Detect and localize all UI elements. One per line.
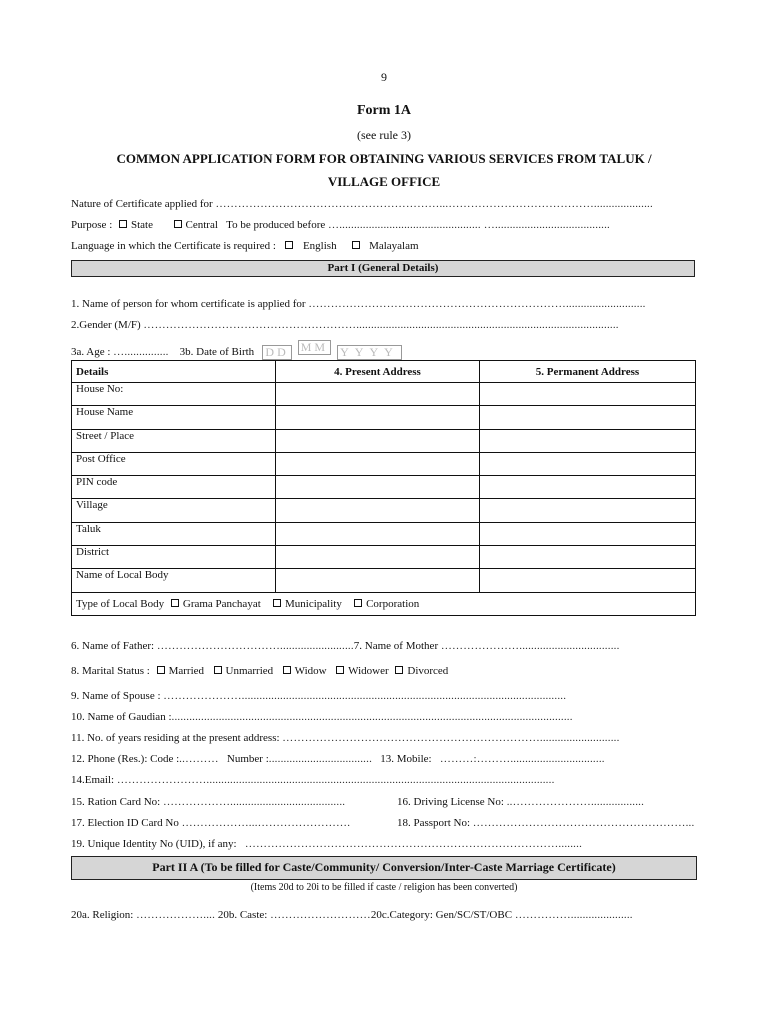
q11-years-field[interactable] <box>71 732 620 744</box>
produced-before-field[interactable]: …................................................ …....................................... <box>328 219 610 231</box>
local-body-cell <box>72 592 696 615</box>
part2a-note: (Items 20d to 20i to be filled if caste / religion has been converted) <box>250 882 518 893</box>
widower-checkbox[interactable] <box>336 666 344 674</box>
spouse-dots: ………………….............................................................................................................. <box>163 690 567 702</box>
state-checkbox[interactable] <box>119 220 127 228</box>
form-heading-line2: VILLAGE OFFICE <box>327 174 441 189</box>
grama-panchayat-label: Grama Panchayat <box>182 597 261 610</box>
age-field[interactable]: …............... <box>113 346 169 358</box>
table-row <box>72 406 696 429</box>
state-label: State <box>131 219 153 231</box>
q2-gender-field[interactable] <box>71 319 619 331</box>
permanent-address-cell[interactable] <box>480 406 696 429</box>
row-label: PIN code <box>72 476 276 499</box>
q2-dots: …………………………………………………......................................................................................... <box>143 319 619 331</box>
q9-spouse-field[interactable] <box>71 690 566 702</box>
table-row <box>72 546 696 569</box>
guardian-dots: ........................................................................................................................................ <box>171 711 573 723</box>
election-dots: ………………...……………………. <box>181 817 351 829</box>
corporation-label: Corporation <box>366 597 420 610</box>
purpose-row <box>71 219 610 231</box>
q15-ration-field[interactable] <box>71 796 345 808</box>
present-address-cell[interactable] <box>276 406 480 429</box>
present-address-cell[interactable] <box>276 569 480 592</box>
present-address-cell[interactable] <box>276 452 480 475</box>
phone-code-label: 12. Phone (Res.): Code : <box>71 753 180 765</box>
present-address-cell[interactable] <box>276 429 480 452</box>
english-checkbox[interactable] <box>285 241 293 249</box>
row-label: Taluk <box>72 522 276 545</box>
married-label: Married <box>168 665 205 677</box>
nature-of-certificate-field[interactable] <box>71 198 653 210</box>
local-body-label: Type of Local Body <box>76 597 165 610</box>
table-row <box>72 499 696 522</box>
email-dots: ……………………...................................................................................................................... <box>116 774 555 786</box>
mother-field[interactable]: ………………….................................. <box>440 640 620 652</box>
address-table-header <box>72 361 696 383</box>
dob-year-box[interactable]: YYYY <box>337 345 402 360</box>
ration-label: 15. Ration Card No: <box>71 796 161 808</box>
phone-number-field[interactable]: ................................... <box>268 753 373 765</box>
category-label: 20c.Category: Gen/SC/ST/OBC <box>370 909 513 921</box>
table-row <box>72 569 696 592</box>
mobile-label: 13. Mobile: <box>380 753 432 765</box>
table-row <box>72 429 696 452</box>
central-checkbox[interactable] <box>174 220 182 228</box>
permanent-address-header: 5. Permanent Address <box>480 361 696 383</box>
dob-day-box[interactable]: DD <box>262 345 291 360</box>
widow-label: Widow <box>294 665 327 677</box>
dob-label: 3b. Date of Birth <box>179 346 255 358</box>
q10-guardian-field[interactable] <box>71 711 573 723</box>
purpose-label: Purpose : <box>71 219 113 231</box>
table-row <box>72 522 696 545</box>
guardian-label: 10. Name of Gaudian : <box>71 711 172 723</box>
details-header: Details <box>72 361 276 383</box>
malayalam-checkbox[interactable] <box>352 241 360 249</box>
q14-email-field[interactable] <box>71 774 555 786</box>
election-label: 17. Election ID Card No <box>71 817 179 829</box>
phone-code-field[interactable]: ..……… <box>179 753 219 765</box>
english-label: English <box>302 240 337 252</box>
q6-q7-row <box>71 640 620 652</box>
present-address-cell[interactable] <box>276 499 480 522</box>
form-heading-line1: COMMON APPLICATION FORM FOR OBTAINING VARIOUS SERVICES FROM TALUK / <box>116 151 652 166</box>
rule-reference: (see rule 3) <box>357 128 411 142</box>
divorced-checkbox[interactable] <box>395 666 403 674</box>
form-title: Form 1A <box>356 103 412 118</box>
caste-label: 20b. Caste: <box>217 909 268 921</box>
passport-label: 18. Passport No: <box>397 817 471 829</box>
table-row <box>72 383 696 406</box>
permanent-address-cell[interactable] <box>480 383 696 406</box>
q19-uid-field[interactable] <box>71 838 582 850</box>
part1-header: Part I (General Details) <box>71 260 695 277</box>
age-label: 3a. Age : <box>71 346 111 358</box>
q1-name-field[interactable] <box>71 298 646 310</box>
q17-election-field[interactable] <box>71 817 350 829</box>
nature-label: Nature of Certificate applied for <box>71 198 213 210</box>
produced-before-label: To be produced before <box>226 219 326 231</box>
ration-dots: ………………....................................... <box>162 796 346 808</box>
present-address-cell[interactable] <box>276 383 480 406</box>
row-label: District <box>72 546 276 569</box>
years-dots: ……………………………………………………………........................... <box>282 732 620 744</box>
father-label: 6. Name of Father: <box>71 640 155 652</box>
unmarried-label: Unmarried <box>225 665 274 677</box>
divorced-label: Divorced <box>407 665 449 677</box>
unmarried-checkbox[interactable] <box>214 666 222 674</box>
dob-month-box[interactable]: MM <box>298 340 331 355</box>
q16-license-field[interactable] <box>397 796 644 808</box>
q12-q13-row <box>71 753 605 765</box>
permanent-address-cell[interactable] <box>480 499 696 522</box>
present-address-cell[interactable] <box>276 522 480 545</box>
passport-dots: …………………………………………………... <box>472 817 695 829</box>
permanent-address-cell[interactable] <box>480 476 696 499</box>
license-dots: ..………………….................. <box>506 796 645 808</box>
malayalam-label: Malayalam <box>369 240 419 252</box>
language-label: Language in which the Certificate is required : <box>71 240 276 252</box>
nature-dots: ……………………………………………………...………………………………….................... <box>215 198 653 210</box>
caste-field[interactable]: ……………………… <box>270 909 371 921</box>
q8-marital-row <box>71 665 448 677</box>
corporation-checkbox[interactable] <box>354 599 362 607</box>
present-address-header: 4. Present Address <box>276 361 480 383</box>
row-label: House Name <box>72 406 276 429</box>
central-label: Central <box>185 219 218 231</box>
marital-label: 8. Marital Status : <box>71 665 150 677</box>
q20-row <box>71 909 633 921</box>
local-body-row <box>72 592 696 615</box>
years-label: 11. No. of years residing at the present address: <box>71 732 280 744</box>
permanent-address-cell[interactable] <box>480 429 696 452</box>
religion-field[interactable]: ……………….... <box>136 909 216 921</box>
present-address-cell[interactable] <box>276 476 480 499</box>
row-label: Street / Place <box>72 429 276 452</box>
mother-label: 7. Name of Mother <box>353 640 439 652</box>
table-row <box>72 452 696 475</box>
spouse-label: 9. Name of Spouse : <box>71 690 161 702</box>
language-row <box>71 240 419 252</box>
row-label: Post Office <box>72 452 276 475</box>
mobile-field[interactable]: ………:………................................ <box>439 753 605 765</box>
married-checkbox[interactable] <box>157 666 165 674</box>
category-field[interactable]: ……………..................... <box>514 909 633 921</box>
uid-label: 19. Unique Identity No (UID), if any: <box>71 838 237 850</box>
q18-passport-field[interactable] <box>397 817 694 829</box>
municipality-checkbox[interactable] <box>273 599 281 607</box>
permanent-address-cell[interactable] <box>480 569 696 592</box>
phone-number-label: Number : <box>226 753 269 765</box>
grama-panchayat-checkbox[interactable] <box>171 599 179 607</box>
row-label: Village <box>72 499 276 522</box>
q1-label: 1. Name of person for whom certificate is applied for <box>71 298 306 310</box>
license-label: 16. Driving License No: <box>397 796 504 808</box>
permanent-address-cell[interactable] <box>480 546 696 569</box>
uid-dots: …………………………………………………………………………........ <box>244 838 583 850</box>
permanent-address-cell[interactable] <box>480 452 696 475</box>
row-label: Name of Local Body <box>72 569 276 592</box>
table-row <box>72 476 696 499</box>
religion-label: 20a. Religion: <box>71 909 134 921</box>
page-number: 9 <box>381 70 387 84</box>
municipality-label: Municipality <box>285 597 342 610</box>
q2-label: 2.Gender (M/F) <box>71 319 141 331</box>
father-field[interactable]: ……………………………......................... <box>156 640 354 652</box>
permanent-address-cell[interactable] <box>480 522 696 545</box>
row-label: House No: <box>72 383 276 406</box>
part2a-header: Part II A (To be filled for Caste/Community/ Conversion/Inter-Caste Marriage Certificate) <box>71 856 697 880</box>
q1-dots: ……………………………………………………………........................... <box>308 298 646 310</box>
q3-row <box>71 340 408 360</box>
widower-label: Widower <box>348 665 389 677</box>
email-label: 14.Email: <box>71 774 115 786</box>
present-address-cell[interactable] <box>276 546 480 569</box>
address-table <box>71 360 696 616</box>
widow-checkbox[interactable] <box>283 666 291 674</box>
